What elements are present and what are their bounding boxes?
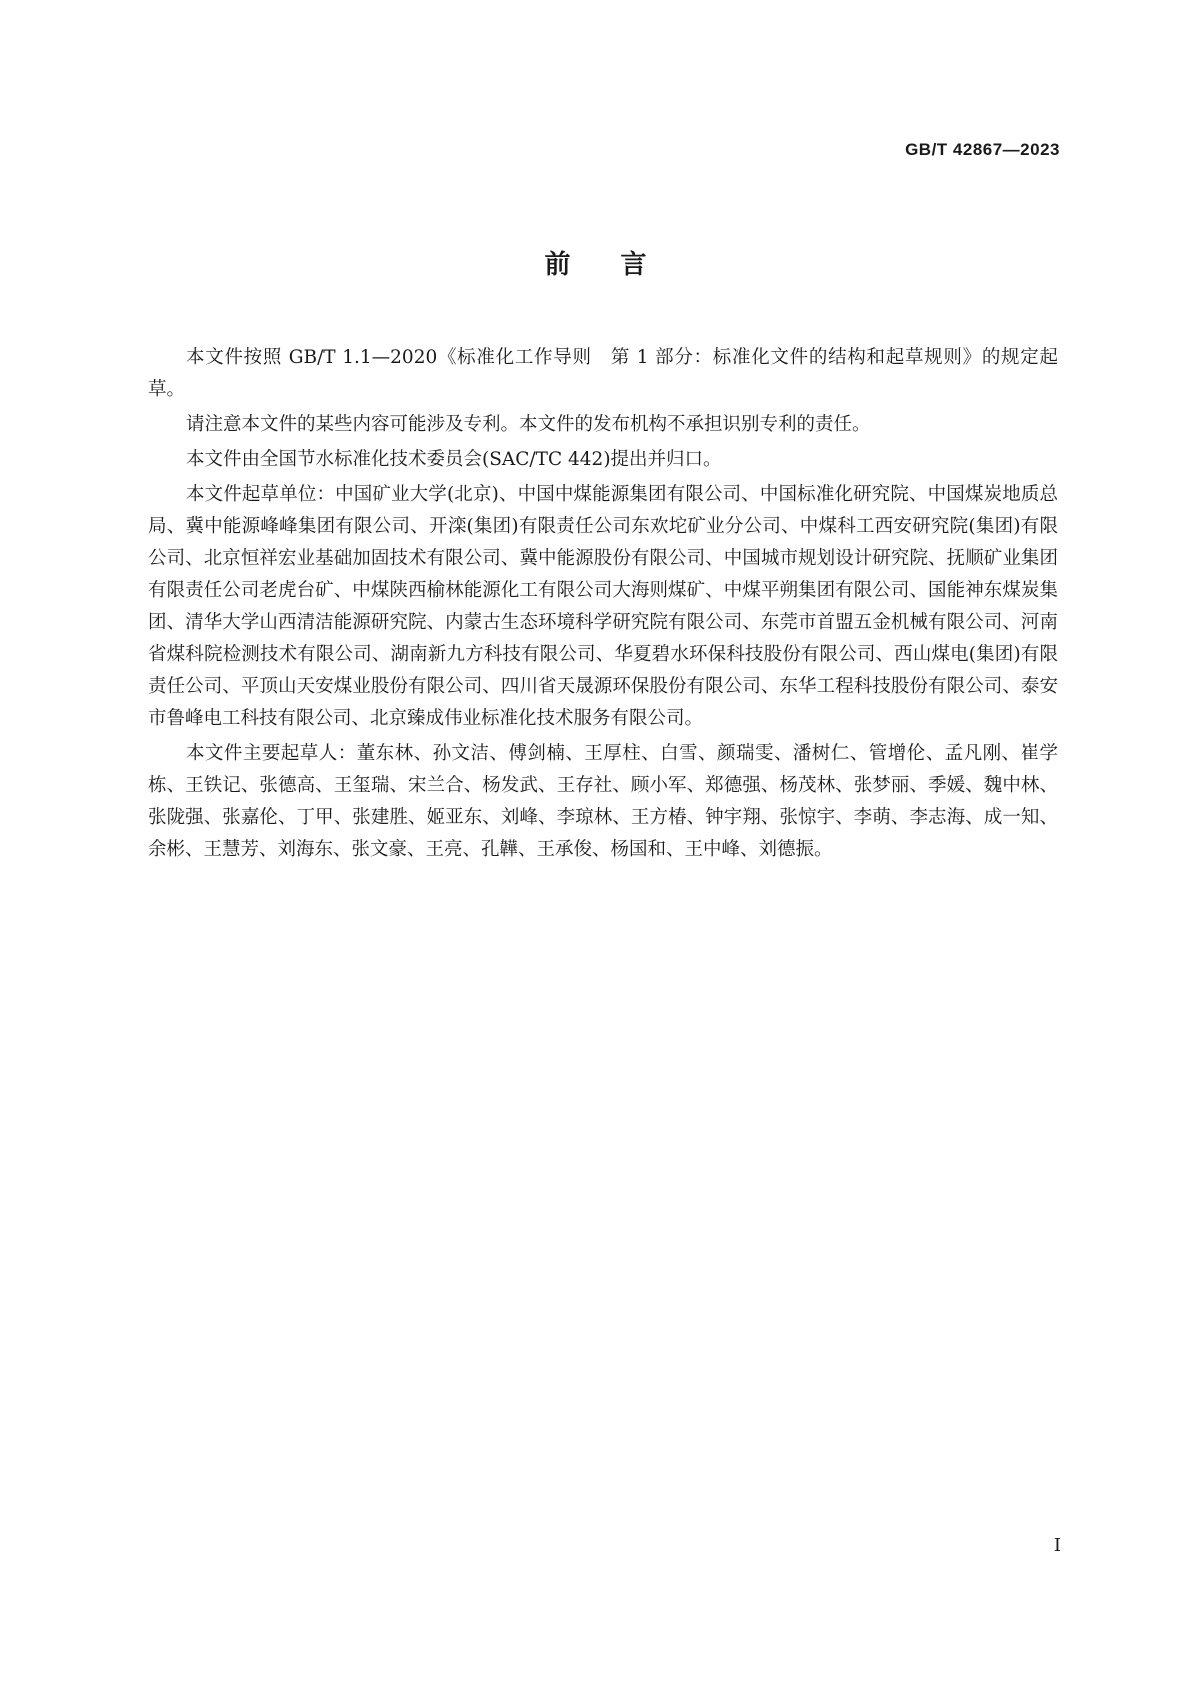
document-body	[148, 342, 1058, 869]
paragraph-drafting-units: 本文件起草单位：中国矿业大学(北京)、中国中煤能源集团有限公司、中国标准化研究院、中国煤炭地质总局、冀中能源峰峰集团有限公司、开滦(集团)有限责任公司东欢坨矿业分公司、中煤科工西安研究院(集团)有限公司、北京恒祥宏业基础加固技术有限公司、冀中能源股份有限公司、中国城市规划设计研究院、抚顺矿业集团有限责任公司老虎台矿、中煤陕西榆林能源化工有限公司大海则煤矿、中煤平朔集团有限公司、国能神东煤炭集团、清华大学山西清洁能源研究院、内蒙古生态环境科学研究院有限公司、东莞市首盟五金机械有限公司、河南省煤科院检测技术有限公司、湖南新九方科技有限公司、华夏碧水环保科技股份有限公司、西山煤电(集团)有限责任公司、平顶山天安煤业股份有限公司、四川省天晟源环保股份有限公司、东华工程科技股份有限公司、泰安市鲁峰电工科技有限公司、北京臻成伟业标准化技术服务有限公司。	[148, 484, 1058, 729]
page-title: 前言	[544, 250, 697, 280]
paragraph-drafting-rules: 本文件按照 GB/T 1.1—2020《标准化工作导则 第 1 部分：标准化文件的结构和起草规则》的规定起草。	[148, 347, 1058, 400]
standard-code: GB/T 42867—2023	[905, 140, 1060, 159]
paragraph-proposer: 本文件由全国节水标准化技术委员会(SAC/TC 442)提出并归口。	[186, 449, 722, 470]
paragraph-drafters: 本文件主要起草人：董东林、孙文洁、傅剑楠、王厚柱、白雪、颜瑞雯、潘树仁、管增伦、孟凡刚、崔学栋、王铁记、张德高、王玺瑞、宋兰合、杨发武、王存社、顾小军、郑德强、杨茂林、张梦丽、季媛、魏中林、张陇强、张嘉伦、丁甲、张建胜、姬亚东、刘峰、李琼林、王方椿、钟宇翔、张惊宇、李萌、李志海、成一知、余彬、王慧芳、刘海东、张文豪、王亮、孔韡、王承俊、杨国和、王中峰、刘德振。	[148, 743, 1058, 860]
page-number: I	[1053, 1535, 1061, 1556]
paragraph-patent-notice: 请注意本文件的某些内容可能涉及专利。本文件的发布机构不承担识别专利的责任。	[186, 414, 871, 435]
